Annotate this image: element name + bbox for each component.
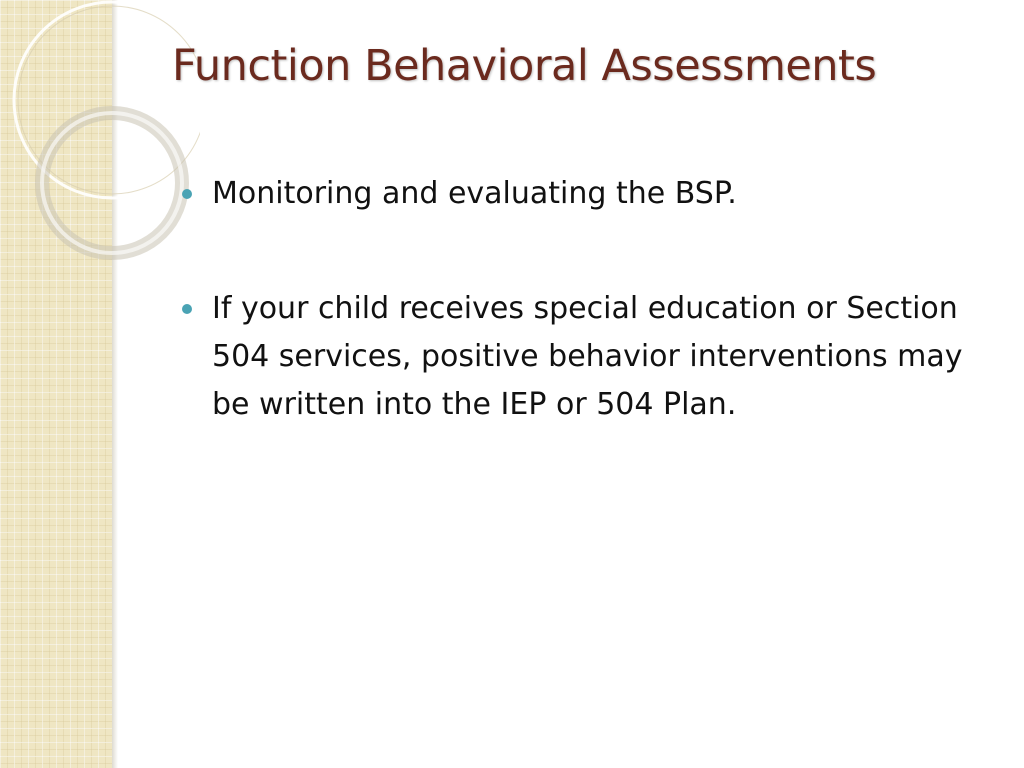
bullet-icon [182,304,192,314]
bullet-item [178,170,968,218]
bullet-list [178,170,968,429]
thick-ring-highlight [42,113,182,253]
decorative-rings [0,0,200,260]
slide-title: Function Behavioral Assessments [172,41,877,91]
bullet-text: If your child receives special education or Section 504 services, positive behavior interventions may be written into the IEP or 504 Plan. [212,291,963,422]
bullet-text: Monitoring and evaluating the BSP. [212,176,737,211]
bullet-icon [182,189,192,199]
bullet-item [178,285,968,429]
